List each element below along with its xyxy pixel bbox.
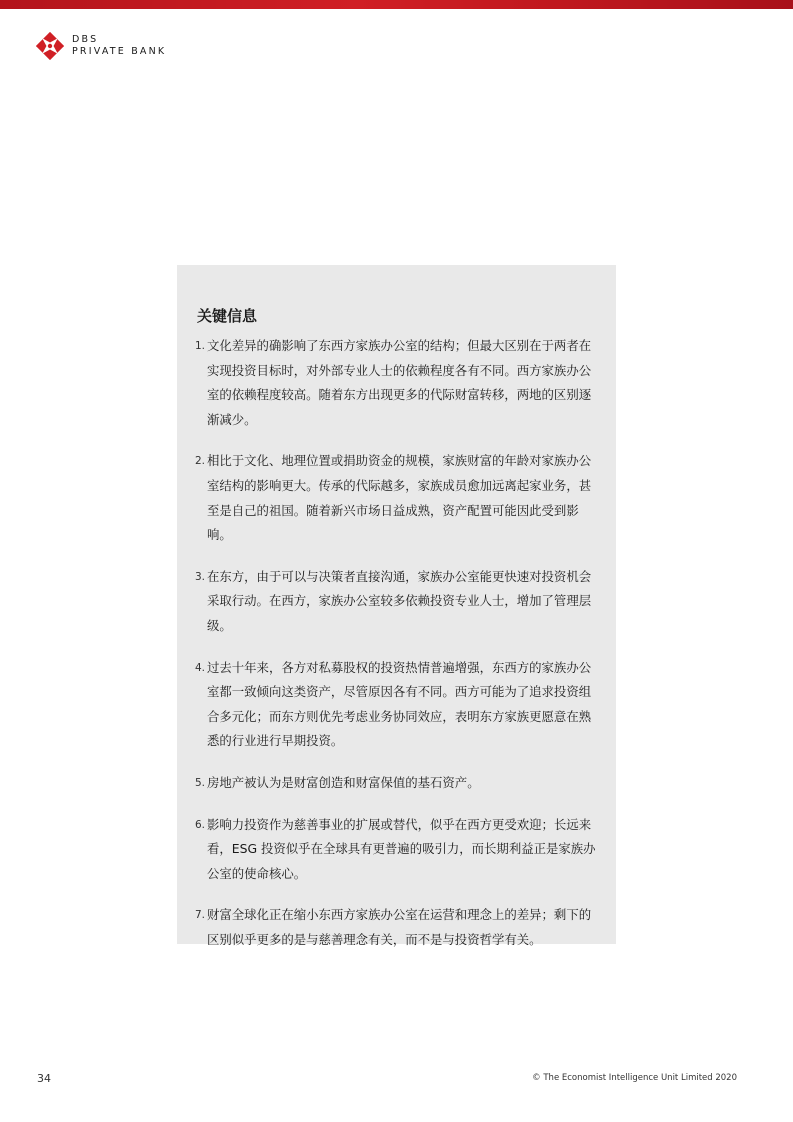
item-number: 6. — [195, 818, 206, 831]
list-item — [195, 334, 599, 432]
page-number: 34 — [37, 1072, 51, 1085]
list-item — [195, 771, 599, 796]
item-number: 4. — [195, 661, 206, 674]
item-number: 2. — [195, 455, 206, 468]
dbs-logo — [36, 32, 166, 60]
brand-line-1: DBS — [72, 34, 99, 45]
item-text: 在东方，由于可以与决策者直接沟通，家族办公室能更快速对投资机会采取行动。在西方，家族办公室较多依赖投资专业人士，增加了管理层级。 — [207, 568, 592, 633]
item-number: 5. — [195, 776, 206, 789]
brand-line-2: PRIVATE BANK — [72, 46, 167, 57]
list-item — [195, 813, 599, 887]
item-text: 文化差异的确影响了东西方家族办公室的结构；但最大区别在于两者在实现投资目标时，对外部专业人士的依赖程度各有不同。西方家族办公室的依赖程度较高。随着东方出现更多的代际财富转移，两地的区别逐渐减少。 — [207, 338, 592, 427]
item-number: 3. — [195, 570, 206, 583]
item-number: 1. — [195, 340, 206, 352]
key-info-panel — [177, 265, 616, 947]
brand-name — [72, 34, 166, 58]
list-item — [195, 565, 599, 639]
list-item — [195, 903, 599, 952]
dbs-star-icon — [36, 32, 64, 60]
list-item — [195, 449, 599, 547]
copyright-notice: © The Economist Intelligence Unit Limited 2020 — [532, 1073, 737, 1083]
panel-title: 关键信息 — [197, 307, 258, 325]
item-text: 相比于文化、地理位置或捐助资金的规模，家族财富的年龄对家族办公室结构的影响更大。传承的代际越多，家族成员愈加远离起家业务，甚至是自己的祖国。随着新兴市场日益成熟，资产配置可能因此受到影响。 — [207, 453, 592, 543]
top-color-bar — [0, 0, 793, 9]
list-item — [195, 656, 599, 754]
item-text: 财富全球化正在缩小东西方家族办公室在运营和理念上的差异；剩下的区别似乎更多的是与慈善理念有关，而不是与投资哲学有关。 — [207, 907, 592, 947]
item-number: 7. — [195, 909, 206, 922]
key-info-list — [195, 334, 599, 969]
item-text: 影响力投资作为慈善事业的扩展或替代，似乎在西方更受欢迎；长远来看，ESG 投资似乎在全球具有更普遍的吸引力，而长期利益正是家族办公室的使命核心。 — [207, 816, 596, 881]
item-text: 房地产被认为是财富创造和财富保值的基石资产。 — [207, 774, 480, 790]
item-text: 过去十年来，各方对私募股权的投资热情普遍增强，东西方的家族办公室都一致倾向这类资产，尽管原因各有不同。西方可能为了追求投资组合多元化；而东方则优先考虑业务协同效应，表明东方家族更愿意在熟悉的行业进行早期投资。 — [207, 659, 592, 749]
